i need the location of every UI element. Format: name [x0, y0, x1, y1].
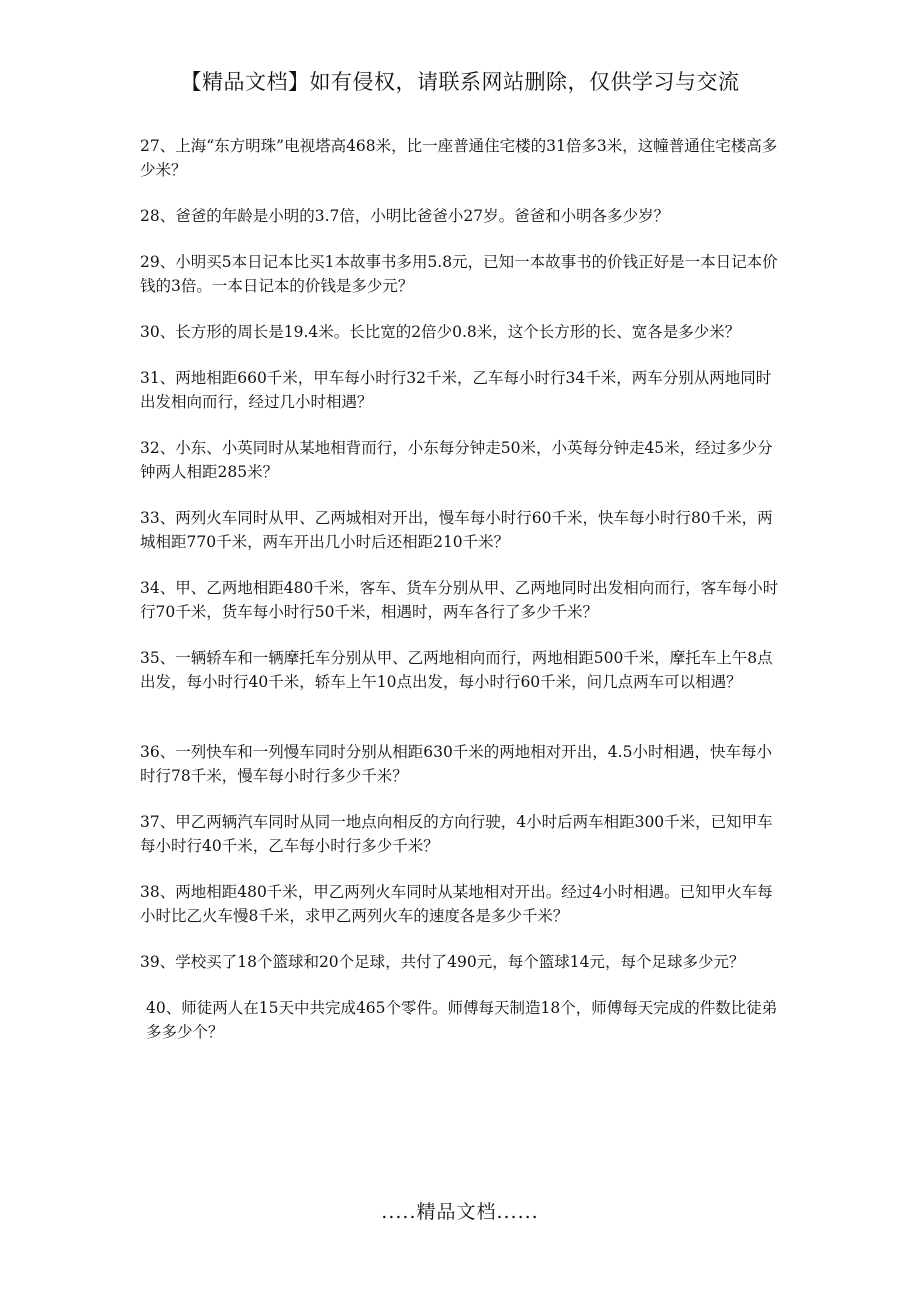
problem-37: 37、甲乙两辆汽车同时从同一地点向相反的方向行驶，4小时后两车相距300千米，已知甲车每小时行40千米，乙车每小时行多少千米？ [140, 813, 773, 855]
problem-list [140, 134, 785, 1044]
problem-39: 39、学校买了18个篮球和20个足球，共付了490元，每个篮球14元，每个足球多少元？ [140, 953, 745, 971]
problem-38: 38、两地相距480千米，甲乙两列火车同时从某地相对开出。经过4小时相遇。已知甲火车每小时比乙火车慢8千米，求甲乙两列火车的速度各是多少千米？ [140, 883, 773, 925]
problem-27: 27、上海“东方明珠”电视塔高468米，比一座普通住宅楼的31倍多3米，这幢普通住宅楼高多少米？ [140, 137, 778, 179]
problem-29: 29、小明买5本日记本比买1本故事书多用5.8元，已知一本故事书的价钱正好是一本日记本价钱的3倍。一本日记本的价钱是多少元？ [140, 253, 778, 295]
problem-28: 28、爸爸的年龄是小明的3.7倍，小明比爸爸小27岁。爸爸和小明各多少岁？ [140, 207, 670, 225]
problem-40: 40、师徒两人在15天中共完成465个零件。师傅每天制造18个，师傅每天完成的件数比徒弟多多少个？ [146, 999, 778, 1041]
problem-36: 36、一列快车和一列慢车同时分别从相距630千米的两地相对开出，4.5小时相遇，快车每小时行78千米，慢车每小时行多少千米？ [140, 743, 772, 785]
problem-35: 35、一辆轿车和一辆摩托车分别从甲、乙两地相向而行，两地相距500千米，摩托车上午8点出发，每小时行40千米，轿车上午10点出发，每小时行60千米，问几点两车可以相遇？ [140, 649, 773, 691]
problem-32: 32、小东、小英同时从某地相背而行，小东每分钟走50米，小英每分钟走45米，经过多少分钟两人相距285米？ [140, 439, 773, 481]
problem-34: 34、甲、乙两地相距480千米，客车、货车分别从甲、乙两地同时出发相向而行，客车每小时行70千米，货车每小时行50千米，相遇时，两车各行了多少千米？ [140, 579, 779, 621]
problem-31: 31、两地相距660千米，甲车每小时行32千米，乙车每小时行34千米，两车分别从两地同时出发相向而行，经过几小时相遇？ [140, 369, 772, 411]
problem-33: 33、两列火车同时从甲、乙两城相对开出，慢车每小时行60千米，快车每小时行80千米，两城相距770千米，两车开出几小时后还相距210千米？ [140, 509, 773, 551]
page-footer: .....精品文档...... [381, 1201, 539, 1223]
problem-30: 30、长方形的周长是19.4米。长比宽的2倍少0.8米，这个长方形的长、宽各是多少米？ [140, 323, 741, 341]
page-header: 【精品文档】如有侵权，请联系网站删除，仅供学习与交流 [180, 70, 740, 94]
